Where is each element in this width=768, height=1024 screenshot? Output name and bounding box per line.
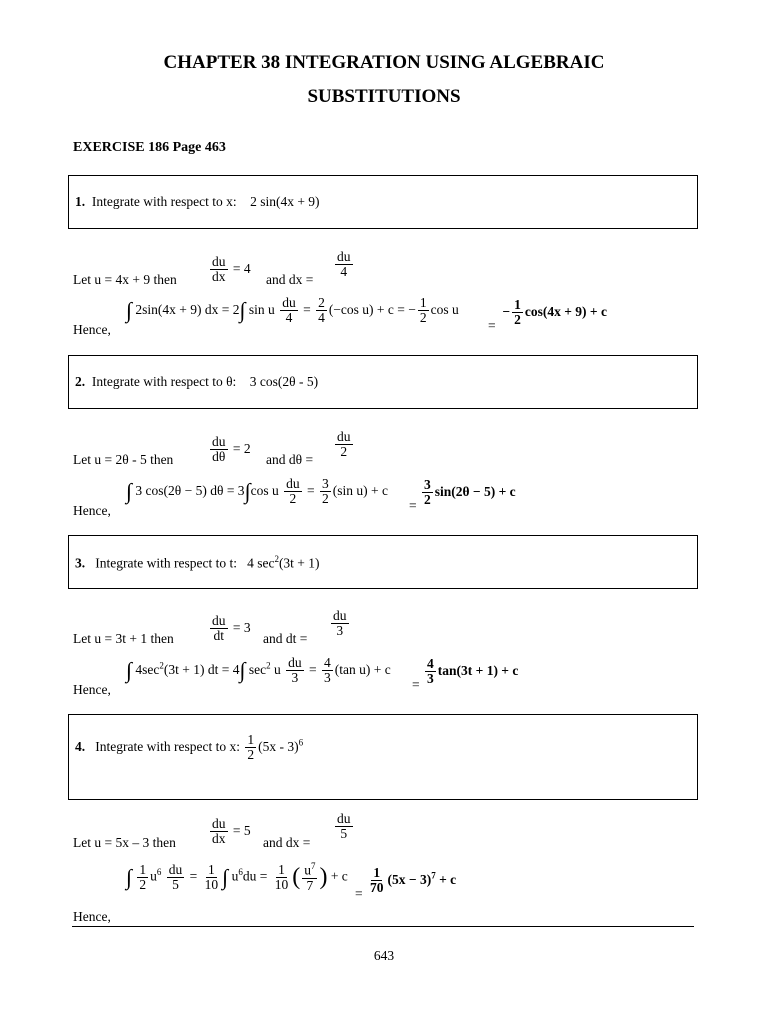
problem-1-let: Let u = 4x + 9 then [73, 272, 177, 287]
problem-3-question: 3. Integrate with respect to t: 4 $\sec^2(3t + 1)$ [75, 554, 320, 571]
problem-4-question: 4. Integrate with respect to x: $\frac{1}{2}$ (5x - 3)$^6$ [75, 732, 304, 763]
problem-1-and: and dx = [266, 272, 314, 287]
problem-2-working: ∫ 3 cos(2θ − 5) dθ = 3∫cos u $\frac{du}{2}$ = $\frac{3}{2}$ (sin u) + c [126, 476, 388, 507]
footer-rule [72, 926, 694, 927]
problem-4-box [68, 714, 698, 800]
problem-3-hence: Hence, [73, 682, 111, 697]
problem-4-sub: $\frac{du}{5}$ [337, 811, 351, 842]
problem-3-rate: $\frac{du}{dt}$ = 3 [212, 613, 251, 644]
problem-2-let: Let u = 2θ - 5 then [73, 452, 174, 467]
problem-3-let: Let u = 3t + 1 then [73, 631, 174, 646]
problem-2-and: and dθ = [266, 452, 314, 467]
problem-3-working: ∫ $4\sec^2(3t + 1)$ dt = 4∫ $\sec^2 u$ $\frac{du}{3}$ = $\frac{4}{3}$ (tan u) + c [126, 655, 391, 686]
chapter-title-line2: SUBSTITUTIONS [307, 86, 461, 107]
problem-2-rate: $\frac{du}{d\theta}$ = 2 [212, 434, 251, 465]
problem-2-sub: $\frac{du}{2}$ [337, 429, 351, 460]
problem-1-working: ∫ 2sin(4x + 9) dx = 2∫ sin u $\frac{du}{4}$ = $\frac{2}{4}$ (−cos u) + c = − $\frac{1}{2}$ cos u [126, 295, 459, 326]
problem-1-question: 1. Integrate with respect to x: 2 sin(4x + 9) [75, 194, 320, 209]
problem-2-question: 2. Integrate with respect to θ: 3 cos(2θ - 5) [75, 374, 319, 389]
problem-1-answer: = − $\frac{1}{2}$ cos(4x + 9) + c [488, 297, 607, 333]
problem-3-sub: $\frac{du}{3}$ [333, 608, 347, 639]
problem-4-and: and dx = [263, 835, 311, 850]
problem-2-answer: = $\frac{3}{2}$ sin(2θ − 5) + c [409, 477, 516, 513]
problem-3-and: and dt = [263, 631, 308, 646]
problem-1-box [68, 175, 698, 229]
chapter-title-line1: CHAPTER 38 INTEGRATION USING ALGEBRAIC [163, 52, 605, 73]
problem-3-box [68, 535, 698, 589]
problem-1-hence: Hence, [73, 322, 111, 337]
problem-4-working: ∫ $\frac{1}{2}$ $u^6$ $\frac{du}{5}$ = $\frac{1}{10}$ ∫ $u^6du$ = $\frac{1}{10}$ ( $\frac{u^7}{7}$ ) + c [126, 861, 348, 893]
problem-2-box [68, 355, 698, 409]
problem-1-rate: $\frac{du}{dx}$ = 4 [212, 254, 251, 285]
problem-3-answer: = $\frac{4}{3}$ tan(3t + 1) + c [412, 656, 519, 692]
problem-4-rate: $\frac{du}{dx}$ = 5 [212, 816, 251, 847]
exercise-heading: EXERCISE 186 Page 463 [73, 140, 226, 155]
problem-4-let: Let u = 5x – 3 then [73, 835, 176, 850]
problem-1-sub: $\frac{du}{4}$ [337, 249, 351, 280]
problem-4-answer: = $\frac{1}{70}$ $(5x - 3)^7 + c$ [355, 865, 457, 901]
page-number: 643 [373, 948, 395, 963]
problem-2-hence: Hence, [73, 503, 111, 518]
problem-4-hence: Hence, [73, 909, 111, 924]
